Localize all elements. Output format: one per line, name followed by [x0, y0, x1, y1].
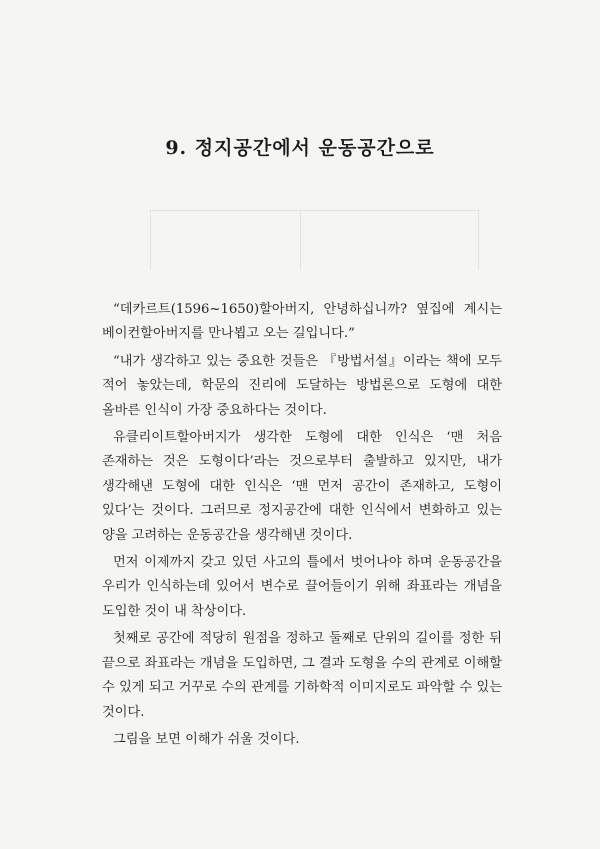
bleed-through-line [150, 210, 151, 270]
paragraph: 첫째로 공간에 적당히 원점을 정하고 둘째로 단위의 길이를 정한 뒤 끝으로 좌표라는 개념을 도입하면, 그 결과 도형을 수의 관계로 이해할 수 있게 되고 거꾸로 수의 관계를 기하학적 이미지로도 파악할 수 있는 것이다. [102, 631, 502, 720]
chapter-title: 9. 정지공간에서 운동공간으로 [165, 136, 435, 159]
paragraph: 먼저 이제까지 갖고 있던 사고의 틀에서 벗어나야 하며 운동공간을 우리가 인식하는데 있어서 변수로 끌어들이기 위해 좌표라는 개념을 도입한 것이 내 착상이다. [102, 555, 502, 619]
body-text [102, 298, 502, 755]
bleed-through-line [300, 210, 301, 270]
paragraph: 그림을 보면 이해가 쉬울 것이다. [113, 731, 300, 747]
bleed-through-line [150, 210, 480, 211]
paragraph: “데카르트(1596~1650)할아버지, 안녕하십니까? 옆집에 계시는 베이컨할아버지를 만나뵙고 오는 길입니다.” [102, 302, 502, 342]
bleed-through-line [478, 210, 479, 270]
paragraph: “내가 생각하고 있는 중요한 것들은 『방법서설』이라는 책에 모두 적어 놓았는데, 학문의 진리에 도달하는 방법론으로 도형에 대한 올바른 인식이 가장 중요하다는 것이다. [102, 353, 502, 418]
paragraph: 유클리이트할아버지가 생각한 도형에 대한 인식은 ‘맨 처음 존재하는 것은 도형이다’라는 것으로부터 출발하고 있지만, 내가 생각해낸 도형에 대한 인식은 ‘맨 먼저 공간이 존재하고, 도형이 있다’는 것이다. 그러므로 정지공간에 대한 인식에서 변화하고 있는 양을 고려하는 운동공간을 생각해낸 것이다. [102, 430, 502, 543]
